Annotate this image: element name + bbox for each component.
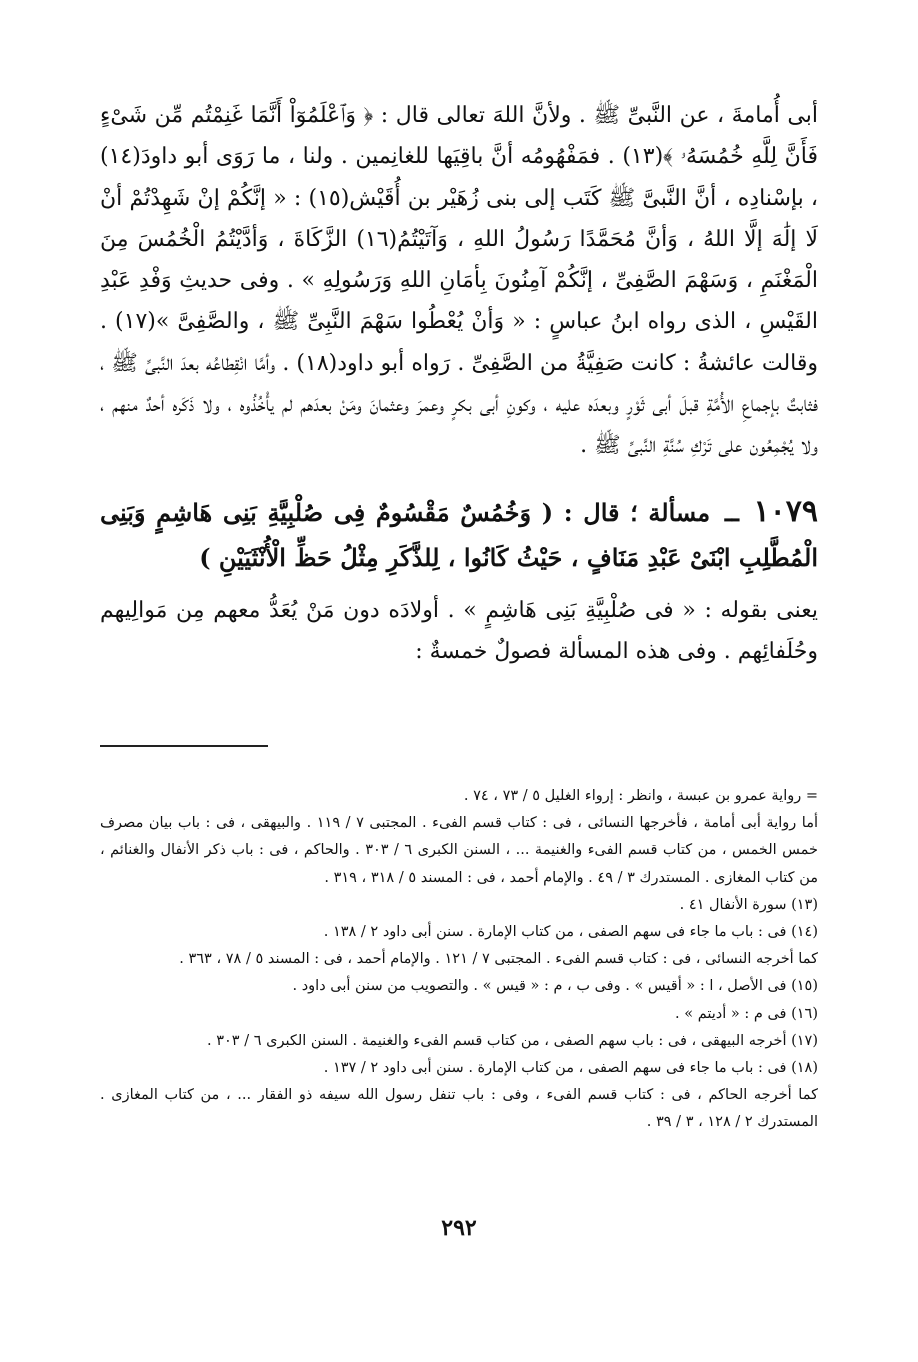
footnote-line: أما رواية أبى أمامة ، فأخرجها النسائى ، فى : كتاب قسم الفىء . المجتبى ٧ / ١١٩ . والبيهقى ، فى : باب بيان مصرف خمس الخمس ، من كتاب قسم الفىء والغنيمة ... ، السنن الكبرى ٦ / ٣٠٣ . والحاكم ، فى : باب ذكر الأنفال والغنائم ، من كتاب المغازى . المستدرك ٣ / ٤٩ . والإمام أحمد ، فى : المسند ٥ / ٣١٨ ، ٣١٩ . [100, 815, 818, 886]
explanation-text [100, 590, 818, 672]
masala-number: ١٠٧٩ [753, 493, 818, 529]
footnote-line: (١٣) سورة الأنفال ٤١ . [679, 896, 818, 913]
book-page [100, 95, 818, 1265]
masala-heading [100, 489, 818, 580]
footnote-line: (١٧) أخرجه البيهقى ، فى : باب سهم الصفى ، من كتاب قسم الفىء والغنيمة . السنن الكبرى ٦ / ٣٠٣ . [207, 1032, 818, 1049]
footnote-divider [100, 745, 268, 747]
page-number: ٢٩٢ [441, 1215, 477, 1241]
explanation-paragraph: يعنى بقوله : « فى صُلْبِيَّةِ بَنِى هَاشِمٍ » . أولادَه دون مَنْ يُعَدُّ معهم مِن مَوالِيهم وحُلَفائِهم . وفى هذه المسألة فصولٌ خمسةٌ : [100, 597, 818, 664]
footnote-line: (١٨) فى : باب ما جاء فى سهم الصفى ، من كتاب الإمارة . سنن أبى داود ٢ / ١٣٧ . [323, 1060, 818, 1077]
footnote-line: كما أخرجه الحاكم ، فى : كتاب قسم الفىء ، وفى : باب تنفل رسول الله سيفه ذو الفقار ... ، من كتاب المغازى . المستدرك ٢ / ١٢٨ ، ٣ / ٣٩ . [100, 1087, 818, 1131]
masala-text: مسألة ؛ قال : ( وَخُمُسٌ مَقْسُومٌ فِى صُلْبِيَّةِ بَنِى هَاشِمٍ وَبَنِى الْمُطَّلِبِ ابْنَىْ عَبْدِ مَنَافٍ ، حَيْثُ كَانُوا ، لِلذَّكَرِ مِثْلُ حَظِّ الْأُنْثَيَيْنِ ) [100, 497, 818, 572]
masala-dash: ــ [724, 497, 739, 527]
main-text [100, 95, 818, 467]
body-paragraph: أبى أُمامةَ ، عن النَّبىِّ ﷺ . ولأنَّ اللهَ تعالى قال : ﴿ وَٱعْلَمُوٓاْ أَنَّمَا غَنِمْتُم مِّن شَىْءٍ فَأَنَّ لِلَّهِ خُمُسَهُۥ ﴾(١٣) . فمَفْهُومُه أنَّ باقِيَها للغانِمين . ولنا ، ما رَوَى أبو داودَ(١٤) ، بإسْنادِه ، أنَّ النَّبىَّ ﷺ كَتَب إلى بنى زُهَيْر بن أُقَيْش(١٥) : « إنَّكُمْ إنْ شَهِدْتُمْ أنْ لَا إلَٰهَ إلَّا اللهُ ، وَأنَّ مُحَمَّدًا رَسُولُ اللهِ ، وَآتَيْتُمُ(١٦) الزَّكَاةَ ، وَأدَّيْتُمُ الْخُمُسَ مِنَ الْمَغْنَمِ ، وَسَهْمَ الصَّفِىِّ ، إنَّكُمْ آمِنُونَ بِأمَانِ اللهِ وَرَسُولِهِ » . وفى حديثِ وَفْدِ عَبْدِ القَيْسِ ، الذى رواه ابنُ عباسٍ : « وَأنْ يُعْطُوا سَهْمَ النَّبِىِّ ﷺ ، والصَّفِىَّ »(١٧) . وقالت عائشةُ : كانت صَفِيَّةُ من الصَّفِىِّ . رَواه أبو داود(١٨) . وأمَّا انْقِطاعُه بعدَ النَّبىِّ ﷺ ، فثابتٌ بإجماعِ الأُمَّةِ قبلَ أبى ثَوْرٍ وبعدَه عليه ، وكونِ أبى بكرٍ وعمرَ وعثمانَ ومَنْ بعدَهم لم يأْخُذُوه ، ولا ذَكَره أحدٌ منهم ، ولا يُجْمِعُون على تَرْكِ سُنَّةِ النَّبىِّ ﷺ . [100, 103, 819, 459]
footnote-line: كما أخرجه النسائى ، فى : كتاب قسم الفىء . المجتبى ٧ / ١٢١ . والإمام أحمد ، فى : المسند ٥ / ٧٨ ، ٣٦٣ . [179, 951, 818, 968]
footnote-line: (١٥) فى الأصل ، ا : « أقيس » . وفى ب ، م : « قيس » . والتصويب من سنن أبى داود . [292, 978, 818, 995]
footnotes [100, 783, 818, 1137]
footnote-line: = رواية عمرو بن عبسة ، وانظر : إرواء الغليل ٥ / ٧٣ ، ٧٤ . [463, 788, 818, 804]
footnote-line: (١٤) فى : باب ما جاء فى سهم الصفى ، من كتاب الإمارة . سنن أبى داود ٢ / ١٣٨ . [323, 924, 818, 941]
footnote-line: (١٦) فى م : « أديتم » . [675, 1005, 818, 1022]
